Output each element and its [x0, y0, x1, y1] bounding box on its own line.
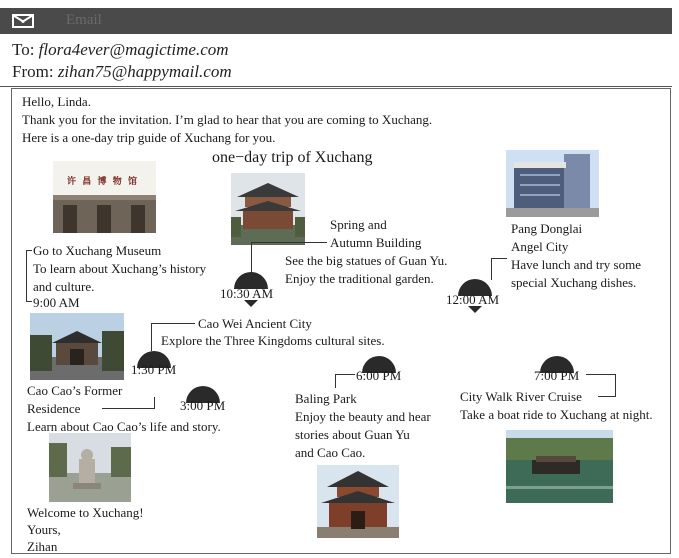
cao-cao-residence-photo — [30, 313, 124, 380]
connector-line — [615, 374, 616, 396]
to-label: To: — [12, 40, 35, 59]
spring-name-1: Spring and — [330, 217, 387, 232]
trip-heading: one−day trip of Xuchang — [212, 149, 373, 166]
caocao-time: 3:00 PM — [180, 398, 226, 413]
to-line — [12, 40, 229, 60]
pointer-arrow — [244, 300, 258, 307]
connector-line — [251, 242, 252, 272]
museum-time: 9:00 AM — [33, 295, 80, 310]
caocao-name-1: Cao Cao’s Former — [27, 383, 123, 398]
pang-desc-1: Have lunch and try some — [511, 257, 641, 272]
river-time: 7:00 PM — [534, 368, 580, 383]
museum-photo — [53, 161, 156, 233]
from-label: From: — [12, 62, 54, 81]
baling-desc-3: and Cao Cao. — [295, 445, 366, 460]
connector-line — [154, 397, 155, 409]
intro-line-2: Here is a one-day trip guide of Xuchang for you. — [22, 130, 276, 145]
caocao-name-2: Residence — [27, 401, 81, 416]
connector-line — [598, 396, 616, 397]
to-address: flora4ever@magictime.com — [38, 40, 229, 59]
from-address: zihan75@happymail.com — [57, 62, 232, 81]
connector-line — [491, 258, 507, 259]
museum-desc-2: and culture. — [33, 279, 95, 294]
spring-desc-1: See the big statues of Guan Yu. — [285, 253, 448, 268]
museum-title: Go to Xuchang Museum — [33, 243, 162, 258]
caowei-desc: Explore the Three Kingdoms cultural sites. — [161, 333, 385, 348]
baling-name: Baling Park — [295, 391, 357, 406]
signoff-line-2: Yours, — [27, 522, 61, 537]
email-title: Email — [66, 12, 102, 28]
greeting: Hello, Linda. — [22, 94, 91, 109]
connector-line — [586, 374, 616, 375]
connector-line — [251, 242, 327, 243]
spring-time: 10:30 AM — [220, 286, 274, 301]
signoff-line-1: Welcome to Xuchang! — [27, 505, 144, 520]
river-name: City Walk River Cruise — [460, 389, 582, 404]
museum-sign-text: 许 昌 博 物 馆 — [67, 176, 140, 186]
caowei-time: 1:30 PM — [131, 362, 177, 377]
baling-time: 6:00 PM — [356, 368, 402, 383]
spring-name-2: Autumn Building — [330, 235, 422, 250]
pang-name-2: Angel City — [511, 239, 569, 254]
bracket-line — [26, 301, 32, 302]
statue-garden-photo — [49, 433, 131, 502]
header-divider — [0, 86, 672, 87]
pang-donglai-photo — [506, 150, 599, 217]
envelope-icon — [12, 14, 34, 28]
from-line — [12, 62, 232, 82]
connector-line — [151, 323, 195, 324]
spring-autumn-building-photo — [231, 173, 305, 245]
connector-line — [151, 323, 152, 351]
baling-park-photo — [317, 465, 399, 538]
caocao-desc: Learn about Cao Cao’s life and story. — [27, 419, 221, 434]
connector-line — [491, 258, 492, 280]
intro-line-1: Thank you for the invitation. I’m glad to hear that you are coming to Xuchang. — [22, 112, 433, 127]
bracket-line — [26, 250, 32, 251]
email-title-bar — [0, 8, 672, 34]
connector-line — [335, 374, 355, 375]
caowei-name: Cao Wei Ancient City — [198, 316, 312, 331]
baling-desc-2: stories about Guan Yu — [295, 427, 410, 442]
river-desc: Take a boat ride to Xuchang at night. — [460, 407, 653, 422]
bracket-line — [26, 250, 27, 302]
pang-name-1: Pang Donglai — [511, 221, 583, 236]
pointer-arrow — [468, 306, 482, 313]
connector-line — [102, 408, 154, 409]
connector-line — [335, 374, 336, 388]
pang-time: 12:00 AM — [446, 292, 500, 307]
signoff-signature: Zihan — [27, 539, 58, 554]
pang-desc-2: special Xuchang dishes. — [511, 275, 637, 290]
baling-desc-1: Enjoy the beauty and hear — [295, 409, 431, 424]
spring-desc-2: Enjoy the traditional garden. — [285, 271, 434, 286]
museum-desc-1: To learn about Xuchang’s history — [33, 261, 207, 276]
river-cruise-photo — [506, 430, 613, 503]
